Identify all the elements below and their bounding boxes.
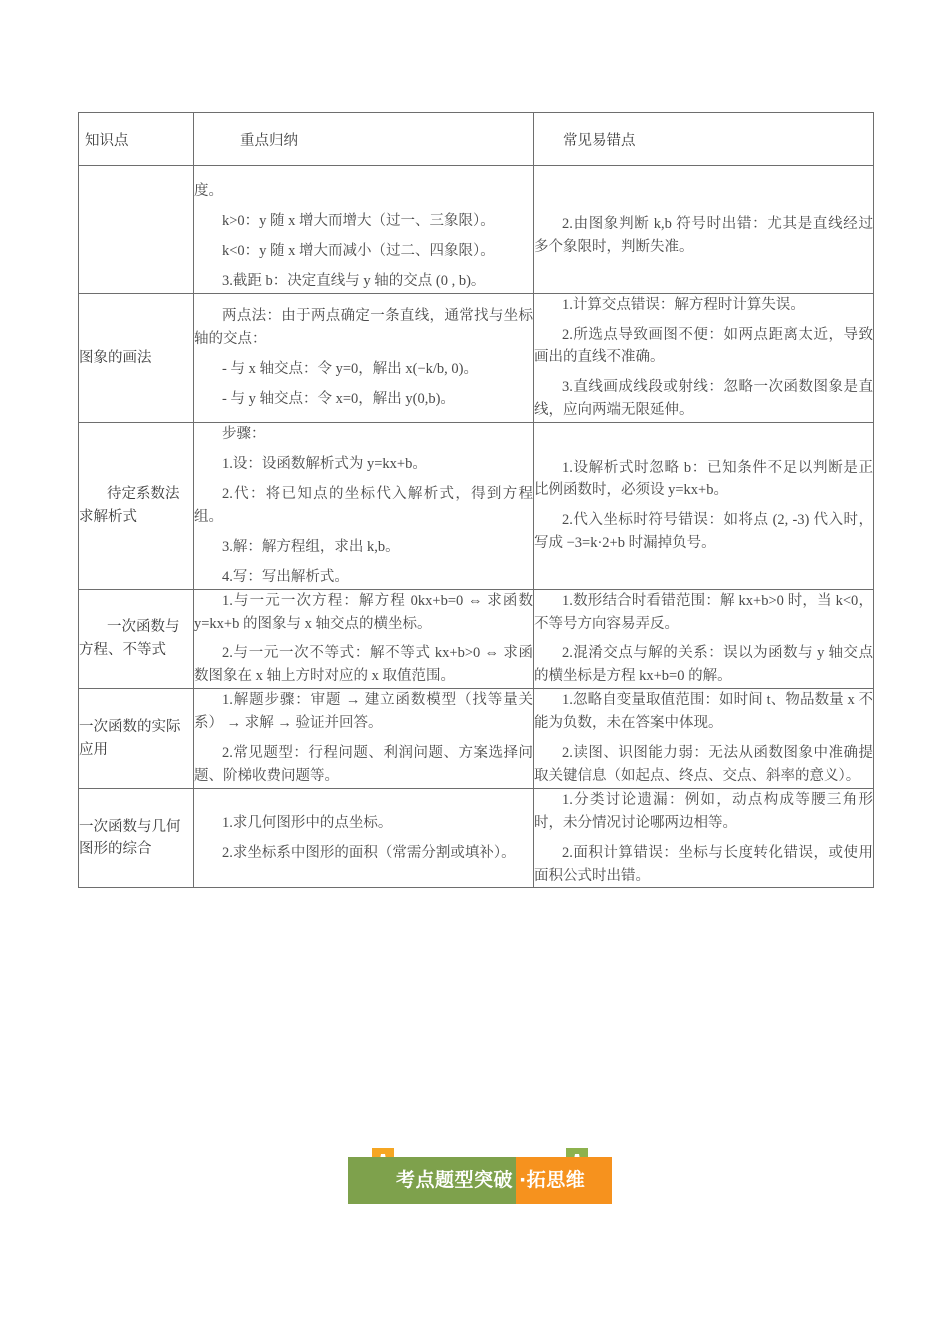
column-header-key-points bbox=[194, 113, 534, 166]
table-row bbox=[79, 589, 874, 689]
paragraph: 2.代入坐标时符号错误：如将点 (2, -3) 代入时，写成 −3=k·2+b 时漏掉负号。 bbox=[534, 512, 873, 552]
badge-green-label: 考点题型突破 bbox=[395, 1169, 513, 1191]
column-header-topic-label: 知识点 bbox=[85, 132, 129, 149]
badge-orange-label: ·拓思维 bbox=[519, 1169, 586, 1191]
row-key-points-cell bbox=[194, 589, 534, 689]
paragraph: 两点法：由于两点确定一条直线，通常找与坐标轴的交点： bbox=[194, 308, 533, 347]
column-header-common-errors-label: 常见易错点 bbox=[563, 132, 636, 149]
row-key-points-cell bbox=[194, 423, 534, 589]
paragraph: 1.设：设函数解析式为 y=kx+b。 bbox=[222, 456, 427, 473]
badge-bar bbox=[348, 1157, 612, 1204]
paragraph: 1.数形结合时看错范围：解 kx+b>0 时，当 k<0，不等号方向容易弄反。 bbox=[534, 592, 873, 632]
paragraph: 1.忽略自变量取值范围：如时间 t、物品数量 x 不能为负数，未在答案中体现。 bbox=[534, 692, 873, 732]
row-common-errors-cell bbox=[534, 166, 874, 294]
paragraph: 3.截距 b：决定直线与 y 轴的交点 (0 , b)。 bbox=[222, 272, 486, 289]
paragraph: 1.解题步骤：审题 → 建立函数模型（找等量关系） → 求解 → 验证并回答。 bbox=[194, 692, 533, 732]
badge-green-section bbox=[348, 1157, 516, 1204]
paragraph: - 与 x 轴交点：令 y=0，解出 x(−k/b, 0)。 bbox=[222, 360, 478, 377]
paragraph: 2.常见题型：行程问题、利润问题、方案选择问题、阶梯收费问题等。 bbox=[194, 745, 533, 784]
column-header-topic bbox=[79, 113, 194, 166]
row-common-errors-cell bbox=[534, 788, 874, 888]
column-header-key-points-label: 重点归纳 bbox=[240, 132, 298, 149]
row-topic-cell bbox=[79, 166, 194, 294]
row-common-errors-cell bbox=[534, 589, 874, 689]
row-topic-label: 图象的画法 bbox=[79, 349, 152, 366]
row-common-errors-cell bbox=[534, 423, 874, 589]
table-row bbox=[79, 689, 874, 789]
paragraph: 1.求几何图形中的点坐标。 bbox=[222, 814, 393, 831]
badge-orange-section bbox=[516, 1157, 612, 1204]
row-topic-label: 一次函数与方程、不等式 bbox=[79, 619, 180, 658]
paragraph: 1.设解析式时忽略 b：已知条件不足以判断是正比例函数时，必须设 y=kx+b。 bbox=[534, 459, 873, 499]
row-topic-label: 一次函数与几何图形的综合 bbox=[79, 818, 181, 858]
row-topic-cell bbox=[79, 423, 194, 589]
paragraph: 1.分类讨论遗漏：例如，动点构成等腰三角形时，未分情况讨论哪两边相等。 bbox=[534, 791, 873, 831]
paragraph: 2.与一元一次不等式：解不等式 kx+b>0 ⇔ 求函数图象在 x 轴上方时对应的 x 取值范围。 bbox=[194, 645, 533, 685]
paragraph: 3.直线画成线段或射线：忽略一次函数图象是直线，应向两端无限延伸。 bbox=[534, 379, 873, 419]
paragraph: 2.面积计算错误：坐标与长度转化错误，或使用面积公式时出错。 bbox=[534, 844, 873, 884]
table-header-row bbox=[79, 113, 874, 166]
row-key-points-cell bbox=[194, 788, 534, 888]
paragraph: k<0：y 随 x 增大而减小（过二、四象限）。 bbox=[222, 242, 495, 259]
knowledge-points-table bbox=[78, 112, 874, 888]
paragraph: 步骤： bbox=[222, 426, 266, 443]
row-common-errors-cell bbox=[534, 293, 874, 423]
row-topic-label: 待定系数法求解析式 bbox=[79, 486, 180, 525]
row-topic-cell bbox=[79, 788, 194, 888]
row-topic-cell bbox=[79, 589, 194, 689]
paragraph: 4.写：写出解析式。 bbox=[222, 568, 349, 585]
table-row bbox=[79, 788, 874, 888]
row-key-points-cell bbox=[194, 166, 534, 294]
paragraph: - 与 y 轴交点：令 x=0，解出 y(0,b)。 bbox=[222, 390, 455, 407]
row-topic-cell bbox=[79, 293, 194, 423]
table-row bbox=[79, 293, 874, 423]
paragraph: 1.计算交点错误：解方程时计算失误。 bbox=[562, 296, 805, 313]
paragraph: 2.混淆交点与解的关系：误以为函数与 y 轴交点的横坐标是方程 kx+b=0 的解。 bbox=[534, 645, 873, 685]
paragraph: 2.求坐标系中图形的面积（常需分割或填补）。 bbox=[222, 844, 516, 861]
paragraph: 2.所选点导致画图不便：如两点距离太近，导致画出的直线不准确。 bbox=[534, 326, 873, 366]
row-common-errors-cell bbox=[534, 689, 874, 789]
paragraph: 1.与一元一次方程：解方程 0kx+b=0 ⇔ 求函数 y=kx+b 的图象与 x 轴交点的横坐标。 bbox=[194, 592, 533, 632]
column-header-common-errors bbox=[534, 113, 874, 166]
paragraph: k>0：y 随 x 增大而增大（过一、三象限）。 bbox=[222, 212, 495, 229]
row-key-points-cell bbox=[194, 689, 534, 789]
table-header bbox=[79, 113, 874, 166]
row-topic-cell bbox=[79, 689, 194, 789]
paragraph: 2.代：将已知点的坐标代入解析式，得到方程组。 bbox=[194, 485, 533, 525]
row-key-points-cell bbox=[194, 293, 534, 423]
paragraph: 2.读图、识图能力弱：无法从函数图象中准确提取关键信息（如起点、终点、交点、斜率的意义）。 bbox=[534, 745, 873, 784]
table-row bbox=[79, 423, 874, 589]
table-body bbox=[79, 166, 874, 888]
paragraph: 2.由图象判断 k,b 符号时出错：尤其是直线经过多个象限时，判断失准。 bbox=[534, 216, 873, 256]
paragraph: 3.解：解方程组，求出 k,b。 bbox=[222, 538, 400, 555]
table-row bbox=[79, 166, 874, 294]
footer-badge bbox=[348, 1148, 612, 1204]
paragraph: 度。 bbox=[194, 183, 223, 199]
row-topic-label: 一次函数的实际应用 bbox=[79, 719, 181, 758]
